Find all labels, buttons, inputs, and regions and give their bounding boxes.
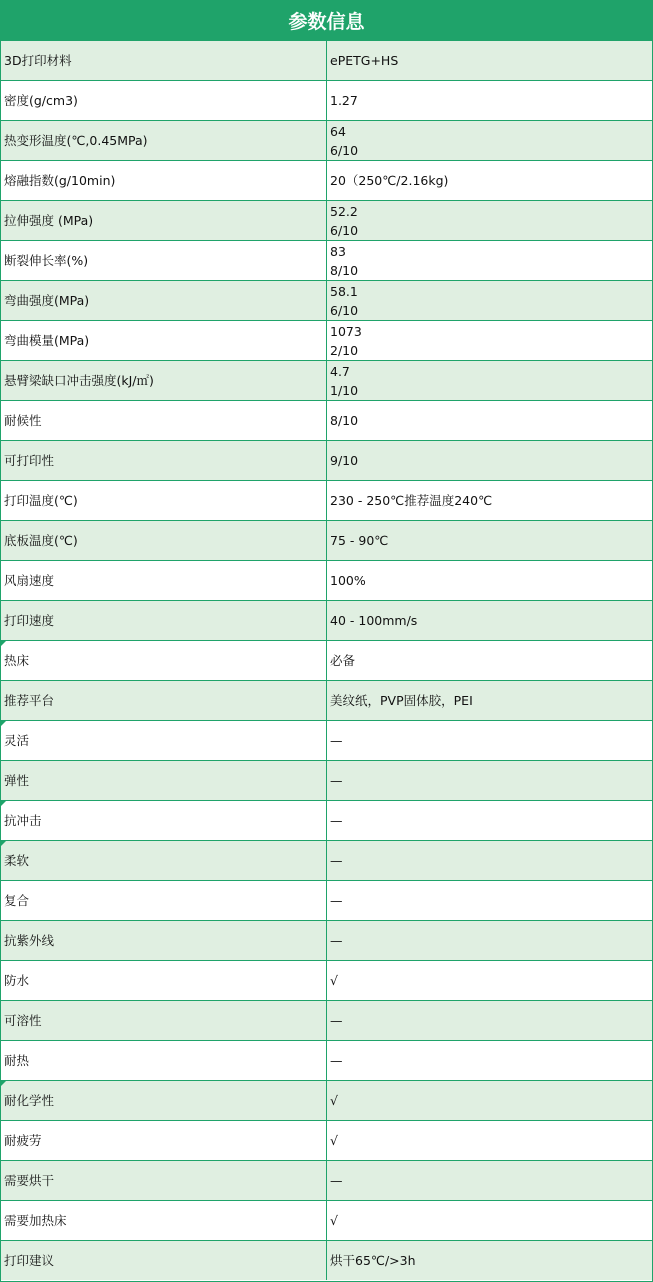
param-name-cell xyxy=(1,241,327,280)
param-name: 打印温度(℃) xyxy=(4,493,78,508)
param-name: 柔软 xyxy=(4,853,30,868)
table-row xyxy=(1,1120,652,1160)
param-value: √ xyxy=(330,1133,338,1148)
param-value: 58.1 xyxy=(330,283,358,299)
param-value-cell xyxy=(327,1121,652,1160)
param-name: 耐疲劳 xyxy=(4,1133,42,1148)
table-row xyxy=(1,40,652,80)
param-value-cell xyxy=(327,801,652,840)
param-name-cell xyxy=(1,1201,327,1240)
param-name: 耐候性 xyxy=(4,413,42,428)
param-value-cell xyxy=(327,921,652,960)
param-name-cell xyxy=(1,641,327,680)
param-value: 40 - 100mm/s xyxy=(330,613,418,628)
table-row xyxy=(1,720,652,760)
param-value: 8/10 xyxy=(330,413,359,428)
param-name-cell xyxy=(1,1041,327,1080)
param-name-cell xyxy=(1,1161,327,1200)
param-value: 9/10 xyxy=(330,453,359,468)
param-value-cell xyxy=(327,161,652,200)
comment-marker-icon xyxy=(1,1081,6,1086)
param-name: 抗紫外线 xyxy=(4,933,55,948)
param-name-cell xyxy=(1,521,327,560)
param-name-cell xyxy=(1,481,327,520)
param-name-cell xyxy=(1,161,327,200)
table-row xyxy=(1,880,652,920)
param-rating: 1/10 xyxy=(330,382,359,398)
param-name-cell xyxy=(1,1121,327,1160)
param-value-cell xyxy=(327,1081,652,1120)
param-value-cell xyxy=(327,1201,652,1240)
param-value-cell xyxy=(327,1001,652,1040)
param-value-cell xyxy=(327,721,652,760)
table-row xyxy=(1,760,652,800)
table-row xyxy=(1,800,652,840)
param-name: 复合 xyxy=(4,893,30,908)
param-value-cell xyxy=(327,561,652,600)
table-row xyxy=(1,1200,652,1240)
param-name-cell xyxy=(1,81,327,120)
param-name: 可溶性 xyxy=(4,1013,42,1028)
table-row xyxy=(1,680,652,720)
table-row xyxy=(1,240,652,280)
table-header xyxy=(1,0,652,40)
param-value-cell xyxy=(327,201,652,240)
table-row xyxy=(1,840,652,880)
param-name-cell xyxy=(1,1081,327,1120)
param-name-cell xyxy=(1,121,327,160)
param-name: 底板温度(℃) xyxy=(4,533,78,548)
param-value: 1.27 xyxy=(330,93,358,108)
table-row xyxy=(1,1240,652,1280)
param-name: 拉伸强度 (MPa) xyxy=(4,213,94,228)
param-value-cell xyxy=(327,81,652,120)
param-rating: 8/10 xyxy=(330,262,359,278)
param-name: 抗冲击 xyxy=(4,813,42,828)
param-value-cell xyxy=(327,1241,652,1280)
param-value-cell xyxy=(327,41,652,80)
param-value: 75 - 90℃ xyxy=(330,533,389,548)
param-name-cell xyxy=(1,601,327,640)
param-value-cell xyxy=(327,281,652,320)
param-name-cell xyxy=(1,961,327,1000)
table-row xyxy=(1,920,652,960)
param-value: 83 xyxy=(330,243,346,259)
param-value: — xyxy=(330,1173,343,1188)
param-name: 热床 xyxy=(4,653,30,668)
param-value: — xyxy=(330,893,343,908)
param-value: 100% xyxy=(330,573,366,588)
param-value: √ xyxy=(330,1093,338,1108)
param-name: 热变形温度(℃,0.45MPa) xyxy=(4,133,148,148)
param-value: 美纹纸，PVP固体胶，PEI xyxy=(330,693,473,708)
param-name-cell xyxy=(1,1001,327,1040)
param-name-cell xyxy=(1,361,327,400)
param-rating: 2/10 xyxy=(330,342,359,358)
table-row xyxy=(1,520,652,560)
param-value: 必备 xyxy=(330,653,356,668)
param-value-cell xyxy=(327,121,652,160)
param-rating: 6/10 xyxy=(330,222,359,238)
param-name: 耐热 xyxy=(4,1053,30,1068)
param-value: — xyxy=(330,773,343,788)
param-value-cell xyxy=(327,521,652,560)
param-value: 20（250℃/2.16kg) xyxy=(330,173,449,188)
param-name: 推荐平台 xyxy=(4,693,55,708)
param-value: 4.7 xyxy=(330,363,350,379)
param-name-cell xyxy=(1,441,327,480)
param-name: 需要烘干 xyxy=(4,1173,55,1188)
param-value: ePETG+HS xyxy=(330,53,399,68)
param-name-cell xyxy=(1,41,327,80)
table-body xyxy=(1,40,652,1280)
table-row xyxy=(1,320,652,360)
table-row xyxy=(1,640,652,680)
param-value: — xyxy=(330,853,343,868)
param-name-cell xyxy=(1,401,327,440)
table-title: 参数信息 xyxy=(288,10,365,33)
param-value: 64 xyxy=(330,123,346,139)
param-name: 需要加热床 xyxy=(4,1213,67,1228)
param-name-cell xyxy=(1,761,327,800)
param-value: 52.2 xyxy=(330,203,358,219)
param-name-cell xyxy=(1,801,327,840)
param-name: 耐化学性 xyxy=(4,1093,55,1108)
table-row xyxy=(1,280,652,320)
param-name-cell xyxy=(1,201,327,240)
param-name: 密度(g/cm3) xyxy=(4,93,78,108)
param-value-cell xyxy=(327,681,652,720)
param-name: 悬臂梁缺口冲击强度(kJ/㎡) xyxy=(4,373,154,388)
table-row xyxy=(1,1040,652,1080)
table-row xyxy=(1,480,652,520)
param-name: 熔融指数(g/10min) xyxy=(4,173,116,188)
table-row xyxy=(1,1160,652,1200)
param-value-cell xyxy=(327,241,652,280)
param-value-cell xyxy=(327,761,652,800)
param-value-cell xyxy=(327,321,652,360)
param-rating: 6/10 xyxy=(330,302,359,318)
param-value-cell xyxy=(327,481,652,520)
table-row xyxy=(1,560,652,600)
table-row xyxy=(1,600,652,640)
param-name: 3D打印材料 xyxy=(4,53,72,68)
param-name: 打印速度 xyxy=(4,613,55,628)
param-name-cell xyxy=(1,681,327,720)
param-name-cell xyxy=(1,721,327,760)
param-value-cell xyxy=(327,881,652,920)
param-name: 可打印性 xyxy=(4,453,55,468)
param-name-cell xyxy=(1,281,327,320)
param-value-cell xyxy=(327,361,652,400)
param-value-cell xyxy=(327,401,652,440)
param-name-cell xyxy=(1,841,327,880)
param-name: 弹性 xyxy=(4,773,30,788)
table-row xyxy=(1,120,652,160)
param-name-cell xyxy=(1,561,327,600)
param-value: 230 - 250℃推荐温度240℃ xyxy=(330,493,493,508)
comment-marker-icon xyxy=(1,641,6,646)
param-value: 烘干65℃/>3h xyxy=(330,1253,416,1268)
table-row xyxy=(1,160,652,200)
param-name-cell xyxy=(1,321,327,360)
param-name: 打印建议 xyxy=(4,1253,55,1268)
param-value-cell xyxy=(327,1161,652,1200)
table-row xyxy=(1,960,652,1000)
param-value: √ xyxy=(330,1213,338,1228)
table-row xyxy=(1,440,652,480)
param-name: 断裂伸长率(%) xyxy=(4,253,89,268)
table-row xyxy=(1,1000,652,1040)
param-name: 灵活 xyxy=(4,733,30,748)
param-name-cell xyxy=(1,921,327,960)
comment-marker-icon xyxy=(1,841,6,846)
table-row xyxy=(1,80,652,120)
param-value: 1073 xyxy=(330,323,362,339)
table-row xyxy=(1,400,652,440)
param-value: — xyxy=(330,933,343,948)
param-value-cell xyxy=(327,441,652,480)
comment-marker-icon xyxy=(1,721,6,726)
table-row xyxy=(1,360,652,400)
param-value: √ xyxy=(330,973,338,988)
param-value-cell xyxy=(327,601,652,640)
param-value: — xyxy=(330,1053,343,1068)
param-value-cell xyxy=(327,841,652,880)
comment-marker-icon xyxy=(1,801,6,806)
param-value-cell xyxy=(327,1041,652,1080)
param-value: — xyxy=(330,1013,343,1028)
param-name-cell xyxy=(1,1241,327,1280)
param-value-cell xyxy=(327,641,652,680)
table-row xyxy=(1,1080,652,1120)
param-name: 弯曲模量(MPa) xyxy=(4,333,90,348)
param-name-cell xyxy=(1,881,327,920)
param-value: — xyxy=(330,733,343,748)
param-name: 风扇速度 xyxy=(4,573,55,588)
param-value: — xyxy=(330,813,343,828)
param-rating: 6/10 xyxy=(330,142,359,158)
param-name: 弯曲强度(MPa) xyxy=(4,293,90,308)
param-value-cell xyxy=(327,961,652,1000)
table-row xyxy=(1,200,652,240)
param-name: 防水 xyxy=(4,973,30,988)
